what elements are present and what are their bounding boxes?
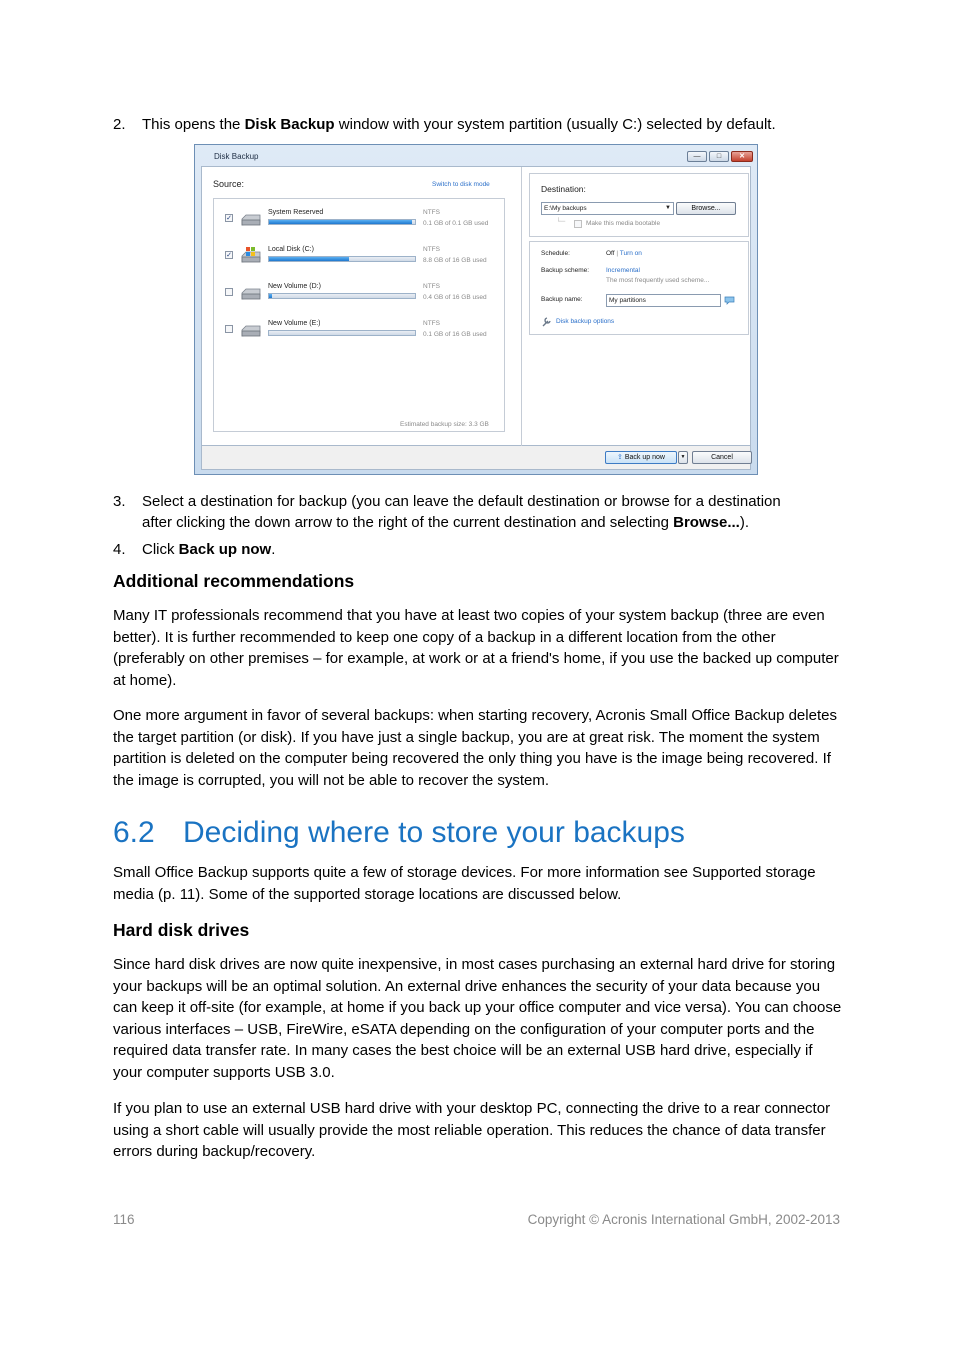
name-label: Backup name: <box>541 296 583 303</box>
step-4-text: Click Back up now. <box>142 541 276 558</box>
partition-name: New Volume (D:) <box>268 283 321 290</box>
partition-usage: 0.1 GB of 0.1 GB used <box>423 220 489 227</box>
schedule-label: Schedule: <box>541 250 570 257</box>
cancel-button[interactable]: Cancel <box>692 451 752 464</box>
step-number: 2. <box>113 116 126 133</box>
close-button[interactable]: ✕ <box>731 151 753 162</box>
bootable-checkbox[interactable] <box>574 220 582 228</box>
dialog-title: Disk Backup <box>214 152 259 161</box>
dialog-client-area <box>201 166 751 446</box>
section-number: 6.2 <box>113 816 155 849</box>
source-label: Source: <box>213 179 245 189</box>
partition-list <box>213 198 505 432</box>
partition-fs: NTFS <box>423 209 440 216</box>
destination-label: Destination: <box>541 184 586 194</box>
additional-recommendations-heading: Additional recommendations <box>113 571 355 591</box>
hard-drive-icon <box>240 325 262 337</box>
schedule-value: Off | Turn on <box>606 250 642 257</box>
turn-on-link[interactable]: Turn on <box>619 250 642 257</box>
estimated-size: Estimated backup size: 3.3 GB <box>400 421 489 428</box>
backup-icon: ⇪ <box>617 454 623 461</box>
hard-drive-icon <box>240 288 262 300</box>
destination-combobox[interactable] <box>541 202 674 215</box>
chevron-down-icon[interactable]: ▼ <box>665 205 671 211</box>
partition-usage: 0.4 GB of 16 GB used <box>423 294 487 301</box>
back-up-now-label: Back up now <box>624 454 665 461</box>
back-up-now-button[interactable] <box>605 451 677 464</box>
tree-connector-icon: └─ <box>556 218 566 225</box>
usage-fill <box>269 257 349 261</box>
scheme-description: The most frequently used scheme... <box>606 277 710 284</box>
page-number: 116 <box>113 1212 135 1227</box>
settings-panel <box>529 241 749 335</box>
disk-backup-options-link[interactable]: Disk backup options <box>556 318 615 325</box>
partition-name: System Reserved <box>268 209 324 216</box>
hard-drive-icon <box>240 214 262 226</box>
partition-fs: NTFS <box>423 283 440 290</box>
partition-fs: NTFS <box>423 246 440 253</box>
partition-checkbox[interactable]: ✓ <box>226 215 232 222</box>
partition-usage-bar <box>268 330 416 336</box>
maximize-button[interactable]: □ <box>709 151 729 162</box>
browse-button[interactable]: Browse... <box>676 202 736 215</box>
switch-mode-link[interactable]: Switch to disk mode <box>432 181 490 188</box>
dialog-button-bar <box>201 446 751 470</box>
paragraph: One more argument in favor of several backups: when starting recovery, Acronis Small Office Backup deletes the target partition (or disk). If you have just a single backup, you are at great risk. The moment the system partition is deleted on the computer being recovered the only thing you have is the image being recovered. If the image is corrupted, you will not be able to recover the system. <box>113 707 837 789</box>
minimize-button[interactable]: — <box>687 151 707 162</box>
step-2-text: This opens the Disk Backup window with your system partition (usually C:) selected by default. <box>142 116 776 133</box>
comment-icon[interactable] <box>724 296 735 305</box>
partition-name: New Volume (E:) <box>268 320 321 327</box>
bootable-label: Make this media bootable <box>586 220 661 227</box>
partition-checkbox[interactable] <box>225 325 233 333</box>
partition-usage-bar <box>268 219 416 225</box>
step-3-line-1: Select a destination for backup (you can leave the default destination or browse for a destination <box>142 493 781 510</box>
partition-fs: NTFS <box>423 320 440 327</box>
step-number: 4. <box>113 541 126 558</box>
copyright: Copyright © Acronis International GmbH, 2002-2013 <box>527 1212 840 1227</box>
section-title: Deciding where to store your backups <box>183 816 685 849</box>
usage-fill <box>269 294 272 298</box>
partition-usage-bar <box>268 256 416 262</box>
partition-name: Local Disk (C:) <box>268 246 314 253</box>
chevron-down-icon: ▼ <box>680 454 686 460</box>
wrench-icon <box>541 317 551 327</box>
partition-checkbox[interactable] <box>225 288 233 296</box>
section-heading <box>113 816 685 850</box>
backup-dropdown-button[interactable] <box>678 451 688 464</box>
backup-name-field[interactable]: My partitions <box>606 294 721 307</box>
partition-usage-bar <box>268 293 416 299</box>
partition-checkbox[interactable]: ✓ <box>226 252 232 259</box>
paragraph: Many IT professionals recommend that you have at least two copies of your system backup (three are even better). It is further recommended to keep one copy of a backup in a different location from the other (preferably on other premises – for example, at work or at a friend's home, if you use the backed up computer at home). <box>113 607 839 689</box>
windows-drive-icon <box>240 247 262 263</box>
scheme-label: Backup scheme: <box>541 267 590 274</box>
destination-value: E:\My backups <box>544 205 587 212</box>
hard-disk-drives-heading: Hard disk drives <box>113 920 250 940</box>
partition-usage: 0.1 GB of 16 GB used <box>423 331 487 338</box>
partition-usage: 8.8 GB of 16 GB used <box>423 257 487 264</box>
step-3-line-2: after clicking the down arrow to the right of the current destination and selecting Browse...). <box>142 514 749 531</box>
usage-fill <box>269 220 412 224</box>
scheme-link[interactable]: Incremental <box>606 267 640 274</box>
paragraph: If you plan to use an external USB hard drive with your desktop PC, connecting the drive to a rear connector using a short cable will usually provide the most reliable operation. This reduces the chance of data transfer errors during backup/recovery. <box>113 1100 831 1161</box>
paragraph: Small Office Backup supports quite a few of storage devices. For more information see Supported storage media (p. 11). Some of the supported storage locations are discussed below. <box>113 864 816 903</box>
pane-divider <box>521 167 522 446</box>
paragraph: Since hard disk drives are now quite inexpensive, in most cases purchasing an external hard drive for storing your backups will be an optimal solution. An external drive enhances the security of your data because you can keep it off-site (for example, at home if you back up your office computer and vice versa). You can choose various interfaces – USB, FireWire, eSATA depending on the configuration of your computer ports and the required data transfer rate. In many cases the best choice will be an external USB hard drive, especially if your computer supports USB 3.0. <box>113 956 842 1081</box>
step-number: 3. <box>113 493 126 510</box>
disk-backup-dialog <box>194 144 758 475</box>
destination-panel <box>529 173 749 237</box>
